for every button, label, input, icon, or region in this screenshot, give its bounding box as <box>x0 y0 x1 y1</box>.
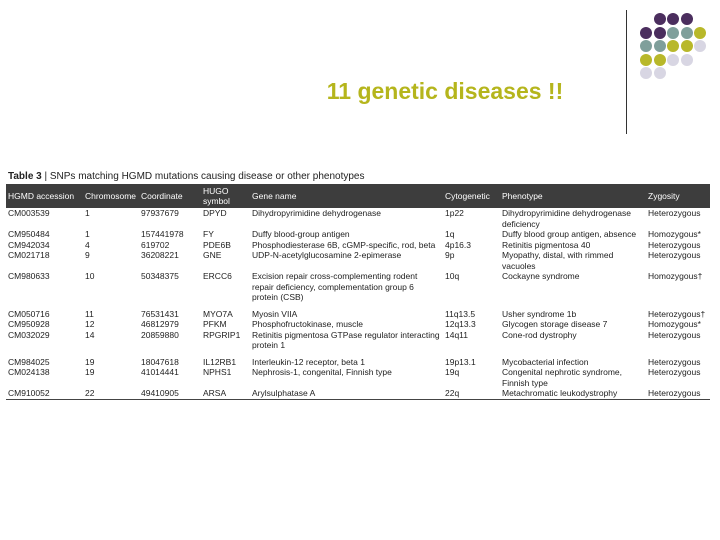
cell-hgmd-accession: CM003539 <box>8 208 50 218</box>
cell-phenotype: Myopathy, distal, with rimmed vacuoles <box>502 250 614 271</box>
header-coordinate: Coordinate <box>141 191 183 201</box>
cell-hgmd-accession: CM980633 <box>8 271 50 281</box>
cell-hugo-symbol: MYO7A <box>203 308 233 319</box>
cell-hugo-symbol: ARSA <box>203 388 227 398</box>
cell-coordinate: 36208221 <box>141 250 179 260</box>
cell-phenotype: Dihydropyrimidine dehydrogenase deficiency <box>502 208 631 229</box>
cell-cytogenetic: 11q13.5 <box>445 308 476 319</box>
cell-phenotype: Cockayne syndrome <box>502 271 580 281</box>
cell-gene-name: Arylsulphatase A <box>252 388 316 398</box>
cell-hugo-symbol: PFKM <box>203 319 227 329</box>
cell-coordinate: 41014441 <box>141 367 179 377</box>
cell-hugo-symbol: GNE <box>203 250 222 260</box>
header-phenotype: Phenotype <box>502 191 543 201</box>
table-header-row <box>6 184 710 208</box>
cell-chromosome: 19 <box>85 367 95 377</box>
decorative-dot <box>640 27 652 39</box>
cell-hugo-symbol: FY <box>203 229 214 239</box>
cell-cytogenetic: 4p16.3 <box>445 239 471 250</box>
cell-chromosome: 12 <box>85 319 95 329</box>
decorative-dot <box>667 54 679 66</box>
cell-zygosity: Heterozygous <box>648 367 701 377</box>
table-row <box>6 351 710 368</box>
cell-phenotype: Duffy blood group antigen, absence <box>502 229 637 239</box>
decorative-dot <box>667 13 679 25</box>
cell-coordinate: 619702 <box>141 239 170 250</box>
table-row <box>6 250 710 271</box>
cell-hgmd-accession: CM942034 <box>8 239 50 250</box>
cell-chromosome: 14 <box>85 329 95 340</box>
cell-hgmd-accession: CM024138 <box>8 367 50 377</box>
table-bottom-rule <box>6 399 710 400</box>
cell-chromosome: 1 <box>85 229 90 239</box>
table-row <box>6 330 710 351</box>
snp-table-figure <box>6 168 710 400</box>
header-hugo-symbol: HUGO symbol <box>203 186 230 206</box>
cell-cytogenetic: 19p13.1 <box>445 356 476 367</box>
table-caption-number: Table 3 <box>8 171 42 182</box>
table-row <box>6 367 710 388</box>
decorative-dot <box>654 27 666 39</box>
header-hgmd-accession: HGMD accession <box>8 191 75 201</box>
cell-zygosity: Homozygous* <box>648 229 701 239</box>
header-cytogenetic: Cytogenetic <box>445 191 490 201</box>
decorative-dot <box>681 40 693 52</box>
cell-zygosity: Heterozygous <box>648 208 701 218</box>
cell-phenotype: Metachromatic leukodystrophy <box>502 388 618 398</box>
table-row <box>6 319 710 330</box>
cell-coordinate: 157441978 <box>141 229 184 239</box>
decorative-dot <box>681 27 693 39</box>
snp-table <box>6 184 710 399</box>
cell-phenotype: Mycobacterial infection <box>502 356 589 367</box>
table-row <box>6 303 710 320</box>
header-zygosity: Zygosity <box>648 191 680 201</box>
cell-hgmd-accession: CM950484 <box>8 229 50 239</box>
cell-hugo-symbol: RPGRIP1 <box>203 329 241 340</box>
cell-coordinate: 50348375 <box>141 271 179 281</box>
cell-cytogenetic: 14q11 <box>445 329 469 340</box>
cell-phenotype: Usher syndrome 1b <box>502 308 577 319</box>
cell-coordinate: 49410905 <box>141 388 179 398</box>
decorative-dot <box>640 54 652 66</box>
cell-chromosome: 4 <box>85 239 90 250</box>
cell-gene-name: Dihydropyrimidine dehydrogenase <box>252 208 381 218</box>
decorative-dot <box>654 13 666 25</box>
cell-phenotype: Glycogen storage disease 7 <box>502 319 608 329</box>
cell-hugo-symbol: ERCC6 <box>203 271 232 281</box>
cell-gene-name: Interleukin-12 receptor, beta 1 <box>252 356 365 367</box>
decorative-dot <box>681 54 693 66</box>
cell-chromosome: 9 <box>85 250 90 260</box>
divider-line <box>626 10 627 134</box>
cell-hgmd-accession: CM050716 <box>8 308 50 319</box>
cell-phenotype: Congenital nephrotic syndrome, Finnish type <box>502 367 623 388</box>
decorative-dot <box>667 40 679 52</box>
table-row <box>6 240 710 251</box>
cell-zygosity: Heterozygous <box>648 239 701 250</box>
cell-chromosome: 10 <box>85 271 95 281</box>
decorative-dot <box>640 67 652 79</box>
cell-zygosity: Homozygous† <box>648 271 703 281</box>
cell-hugo-symbol: NPHS1 <box>203 367 232 377</box>
cell-chromosome: 19 <box>85 356 95 367</box>
cell-zygosity: Homozygous* <box>648 319 701 329</box>
cell-zygosity: Heterozygous† <box>648 308 706 319</box>
cell-phenotype: Cone-rod dystrophy <box>502 329 577 340</box>
cell-gene-name: Excision repair cross-complementing rodent repair deficiency, complementation group 6 protein (CSB) <box>252 271 418 302</box>
table-caption-text: | SNPs matching HGMD mutations causing disease or other phenotypes <box>41 171 365 182</box>
cell-gene-name: Retinitis pigmentosa GTPase regulator interacting protein 1 <box>252 329 440 350</box>
cell-cytogenetic: 22q <box>445 388 460 398</box>
decorative-dot <box>654 54 666 66</box>
header-gene-name: Gene name <box>252 191 297 201</box>
cell-chromosome: 22 <box>85 388 95 398</box>
decorative-dot <box>640 40 652 52</box>
decorative-dot <box>667 27 679 39</box>
cell-gene-name: Nephrosis-1, congenital, Finnish type <box>252 367 392 377</box>
cell-cytogenetic: 12q13.3 <box>445 319 476 329</box>
cell-cytogenetic: 19q <box>445 367 460 377</box>
cell-gene-name: UDP-N-acetylglucosamine 2-epimerase <box>252 250 402 260</box>
cell-gene-name: Phosphofructokinase, muscle <box>252 319 364 329</box>
table-caption <box>6 168 710 184</box>
table-row <box>6 388 710 399</box>
table-row <box>6 229 710 240</box>
cell-phenotype: Retinitis pigmentosa 40 <box>502 239 591 250</box>
cell-zygosity: Heterozygous <box>648 250 701 260</box>
cell-chromosome: 1 <box>85 208 90 218</box>
cell-hgmd-accession: CM021718 <box>8 250 50 260</box>
cell-hugo-symbol: IL12RB1 <box>203 356 237 367</box>
cell-zygosity: Heterozygous <box>648 356 701 367</box>
cell-cytogenetic: 1q <box>445 229 455 239</box>
cell-hgmd-accession: CM950928 <box>8 319 50 329</box>
cell-cytogenetic: 9p <box>445 250 455 260</box>
cell-chromosome: 11 <box>85 308 94 319</box>
table-row <box>6 208 710 229</box>
cell-hugo-symbol: PDE6B <box>203 239 231 250</box>
cell-coordinate: 76531431 <box>141 308 179 319</box>
decorative-dot <box>654 40 666 52</box>
header-chromosome: Chromosome <box>85 191 137 201</box>
cell-gene-name: Phosphodiesterase 6B, cGMP-specific, rod, beta <box>252 239 436 250</box>
cell-hgmd-accession: CM910052 <box>8 388 50 398</box>
cell-coordinate: 97937679 <box>141 208 179 218</box>
decorative-dot <box>694 40 706 52</box>
cell-zygosity: Heterozygous <box>648 329 701 340</box>
cell-cytogenetic: 10q <box>445 271 460 281</box>
cell-cytogenetic: 1p22 <box>445 208 464 218</box>
cell-coordinate: 20859880 <box>141 329 179 340</box>
cell-gene-name: Duffy blood-group antigen <box>252 229 350 239</box>
cell-zygosity: Heterozygous <box>648 388 701 398</box>
cell-coordinate: 18047618 <box>141 356 179 367</box>
cell-coordinate: 46812979 <box>141 319 179 329</box>
cell-gene-name: Myosin VIIA <box>252 308 298 319</box>
slide-title: 11 genetic diseases !! <box>326 78 564 104</box>
cell-hgmd-accession: CM032029 <box>8 329 50 340</box>
cell-hgmd-accession: CM984025 <box>8 356 50 367</box>
decorative-dot <box>694 27 706 39</box>
decorative-dot <box>654 67 666 79</box>
cell-hugo-symbol: DPYD <box>203 208 227 218</box>
table-row <box>6 271 710 303</box>
decorative-dot <box>681 13 693 25</box>
